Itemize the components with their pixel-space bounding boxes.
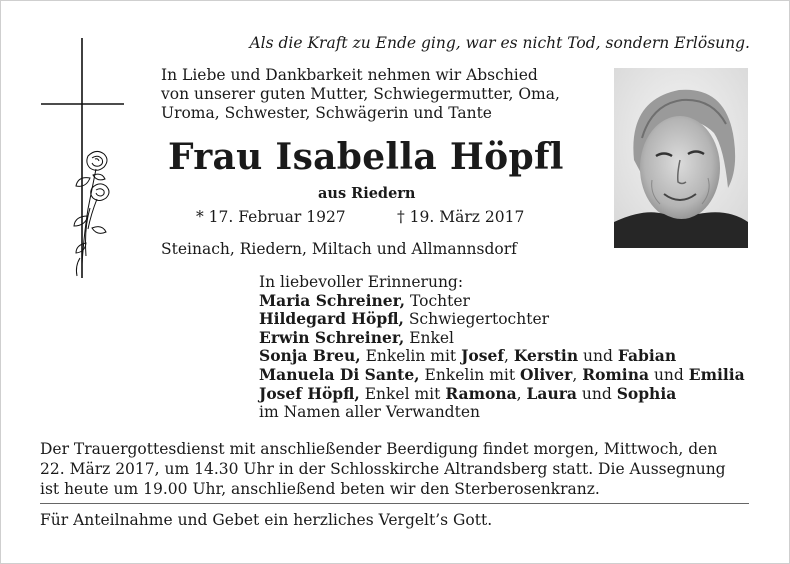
separator: , [504,347,514,366]
mourner-relation: Enkel mit [359,384,446,403]
motto: Als die Kraft zu Ende ging, war es nicht Tod, sondern Erlösung. [249,34,750,52]
mourners-closing: im Namen aller Verwandten [259,403,480,422]
mourner-name: Manuela Di Sante, [259,364,420,384]
mourner-relation: Tochter [405,291,470,310]
cross-with-roses-icon [30,38,140,288]
mourners-heading: In liebevoller Erinnerung: [259,273,464,291]
mourner-name: Maria Schreiner, [259,290,406,310]
separator: und [576,384,617,403]
separator: und [578,347,618,366]
child-name: Fabian [617,346,677,366]
service-line: Der Trauergottesdienst mit anschließender Beerdigung findet morgen, Mittwoch, den [40,440,718,458]
thanks-line: Für Anteilnahme und Gebet ein herzliches Vergelt’s Gott. [40,511,493,529]
origin: aus Riedern [318,185,416,202]
service-line: 22. März 2017, um 14.30 Uhr in der Schlosskirche Altrandsberg statt. Die Aussegnung [40,460,726,478]
mourner-line [259,347,745,366]
separator: , [516,384,527,403]
mourner-relation: Schwiegertochter [403,310,550,329]
mourner-name: Hildegard Höpfl, [259,309,404,329]
separator: und [649,365,689,384]
child-name: Sophia [616,383,677,403]
child-name: Ramona [445,383,517,403]
intro-line: In Liebe und Dankbarkeit nehmen wir Abschied [161,66,538,84]
service-info [40,439,760,499]
mourner-name: Sonja Breu, [259,346,361,366]
child-name: Romina [582,364,650,384]
portrait-photo [614,68,748,248]
mourner-name: Josef Höpfl, [259,383,360,403]
mourner-relation: Enkel [404,328,455,347]
child-name: Emilia [688,364,745,384]
intro-text [161,66,601,123]
mourner-line [259,310,745,329]
intro-line: von unserer guten Mutter, Schwiegermutter, Oma, [161,85,560,103]
service-line: ist heute um 19.00 Uhr, anschließend beten wir den Sterberosenkranz. [40,480,600,498]
mourner-name: Erwin Schreiner, [259,327,405,347]
mourner-line [259,329,745,348]
places: Steinach, Riedern, Miltach und Allmannsdorf [161,240,517,258]
mourners-list [259,273,745,422]
intro-line: Uroma, Schwester, Schwägerin und Tante [161,104,492,122]
birth-date: * 17. Februar 1927 [196,208,346,226]
child-name: Josef [461,346,505,366]
separator: , [572,365,583,384]
mourner-relation: Enkelin mit [419,365,521,384]
deceased-name: Frau Isabella Höpfl [168,136,564,178]
mourner-line [259,292,745,311]
divider [40,503,749,504]
mourner-relation: Enkelin mit [360,347,462,366]
mourner-line [259,366,745,385]
child-name: Kerstin [513,346,579,366]
child-name: Oliver [520,364,573,384]
death-date: † 19. März 2017 [397,208,525,226]
mourner-line [259,385,745,404]
child-name: Laura [526,383,577,403]
